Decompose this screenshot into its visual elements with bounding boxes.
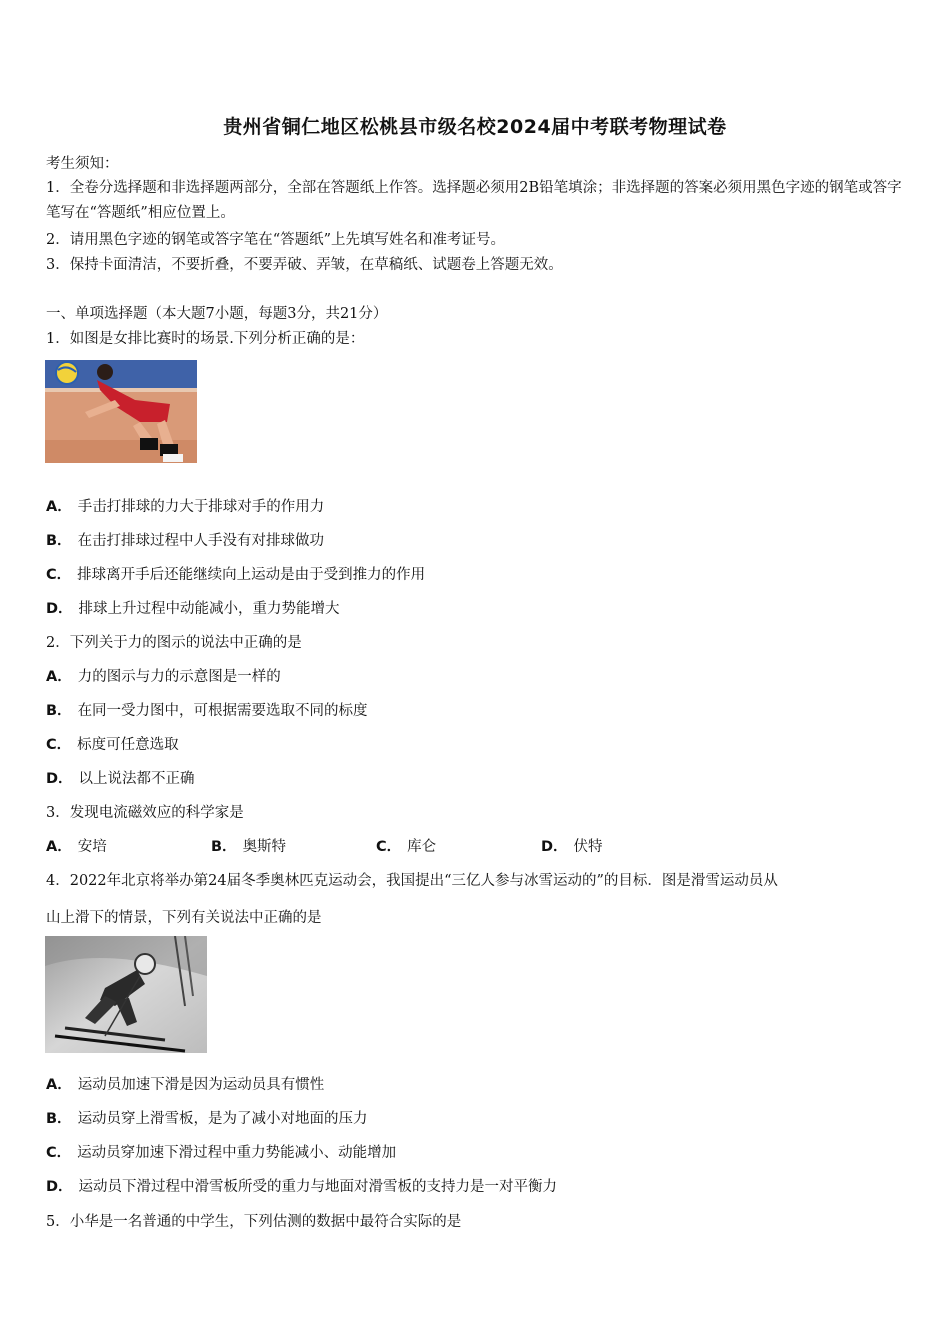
question-4-stem-line-2: 山上滑下的情景，下列有关说法中正确的是 [46, 910, 322, 926]
question-1-option-c[interactable] [46, 563, 425, 584]
option-text: 安培 [77, 839, 107, 855]
question-4-stem-line-1: 4．2022年北京将举办第24届冬季奥林匹克运动会，我国提出“三亿人参与冰雪运动的”的目标．图是滑雪运动员从 [46, 873, 778, 889]
notice-item-2: 2．请用黑色字迹的钢笔或答字笔在“答题纸”上先填写姓名和准考证号。 [46, 232, 506, 248]
option-label: B． [46, 1111, 72, 1127]
question-1-option-d[interactable] [46, 597, 340, 618]
option-text: 标度可任意选取 [77, 737, 179, 753]
option-label: D． [541, 839, 568, 855]
option-label: D． [46, 771, 73, 787]
question-4-option-c[interactable] [46, 1141, 396, 1162]
option-text: 在击打排球过程中人手没有对排球做功 [77, 533, 325, 549]
volleyball-photo [45, 360, 197, 463]
question-3-option-b[interactable] [211, 835, 376, 856]
option-label: C． [376, 839, 402, 855]
option-label: C． [46, 567, 72, 583]
option-text: 运动员穿上滑雪板，是为了减小对地面的压力 [77, 1111, 368, 1127]
volleyball-image [45, 360, 197, 463]
option-text: 排球离开手后还能继续向上运动是由于受到推力的作用 [77, 567, 426, 583]
option-label: B． [46, 533, 72, 549]
skier-image [45, 936, 207, 1053]
option-text: 运动员加速下滑是因为运动员具有惯性 [77, 1077, 325, 1093]
notice-header: 考生须知： [46, 156, 119, 172]
option-text: 排球上升过程中动能减小，重力势能增大 [78, 601, 340, 617]
option-label: A． [46, 669, 72, 685]
option-text: 伏特 [573, 839, 603, 855]
option-text: 手击打排球的力大于排球对手的作用力 [77, 499, 325, 515]
option-label: C． [46, 737, 72, 753]
option-text: 库仑 [407, 839, 437, 855]
question-2-option-d[interactable] [46, 767, 195, 788]
skier-photo [45, 936, 207, 1053]
option-label: A． [46, 1077, 72, 1093]
question-4-option-b[interactable] [46, 1107, 368, 1128]
option-label: D． [46, 1179, 73, 1195]
question-2-option-a[interactable] [46, 665, 281, 686]
question-4-option-d[interactable] [46, 1175, 557, 1196]
question-3-option-a[interactable] [46, 835, 211, 856]
question-1-stem: 1．如图是女排比赛时的场景.下列分析正确的是： [46, 331, 365, 347]
option-text: 力的图示与力的示意图是一样的 [77, 669, 281, 685]
option-label: A． [46, 499, 72, 515]
question-5-stem: 5．小华是一名普通的中学生，下列估测的数据中最符合实际的是 [46, 1214, 462, 1230]
option-label: A． [46, 839, 72, 855]
option-label: D． [46, 601, 73, 617]
question-2-option-b[interactable] [46, 699, 368, 720]
option-text: 奥斯特 [242, 839, 287, 855]
notice-item-1: 1．全卷分选择题和非选择题两部分，全部在答题纸上作答。选择题必须用2B铅笔填涂；非选择题的答案必须用黑色字迹的钢笔或答字笔写在“答题纸”相应位置上。 [46, 180, 902, 221]
question-3-option-c[interactable] [376, 835, 541, 856]
question-1-option-a[interactable] [46, 495, 324, 516]
question-2-stem: 2．下列关于力的图示的说法中正确的是 [46, 635, 302, 651]
question-3-options [46, 835, 706, 856]
question-1-option-b[interactable] [46, 529, 324, 550]
option-label: B． [46, 703, 72, 719]
question-3-option-d[interactable] [541, 835, 706, 856]
section-heading: 一、单项选择题（本大题7小题，每题3分，共21分） [46, 306, 388, 322]
option-text: 运动员下滑过程中滑雪板所受的重力与地面对滑雪板的支持力是一对平衡力 [78, 1179, 558, 1195]
option-label: C． [46, 1145, 72, 1161]
question-4-option-a[interactable] [46, 1073, 324, 1094]
option-text: 在同一受力图中，可根据需要选取不同的标度 [77, 703, 368, 719]
notice-item-3: 3．保持卡面清洁，不要折叠，不要弄破、弄皱，在草稿纸、试题卷上答题无效。 [46, 257, 563, 273]
question-2-option-c[interactable] [46, 733, 179, 754]
question-3-stem: 3．发现电流磁效应的科学家是 [46, 805, 244, 821]
option-label: B． [211, 839, 237, 855]
option-text: 运动员穿加速下滑过程中重力势能减小、动能增加 [77, 1145, 397, 1161]
page-title: 贵州省铜仁地区松桃县市级名校2024届中考联考物理试卷 [223, 116, 727, 138]
option-text: 以上说法都不正确 [78, 771, 195, 787]
